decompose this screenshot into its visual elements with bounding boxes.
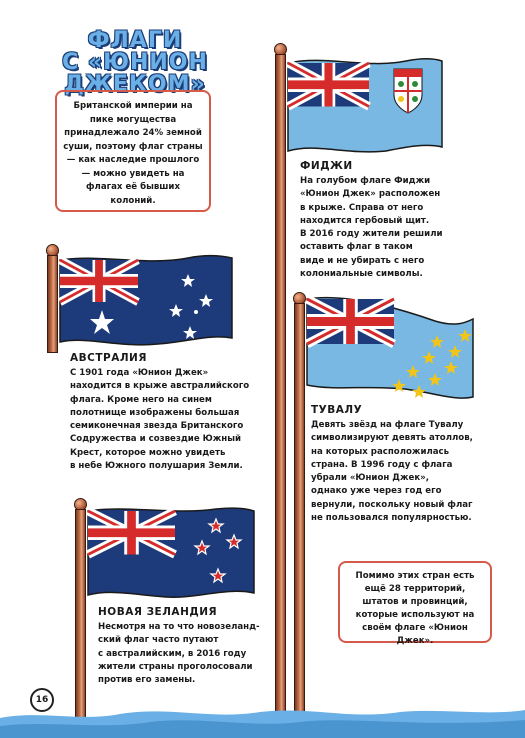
fiji-heading: ФИДЖИ [300, 160, 353, 172]
bottom-water-decoration [0, 700, 525, 738]
intro-text: Британской империи на пике могущества принадлежало 24% земной суши, поэтому флаг страны — как наследие прошлого — можно увидеть на флагах её бывших колоний. [63, 101, 203, 206]
newzealand-heading: НОВАЯ ЗЕЛАНДИЯ [98, 606, 218, 618]
fiji-text: На голубом флаге Фиджи «Юнион Джек» расположен в крыже. Справа от него находится гербовый щит. В 2016 году жители решили оставить флаг в таком виде и не убирать с него колониальные символы. [300, 176, 443, 280]
australia-flag [58, 254, 236, 349]
newzealand-flag [86, 505, 258, 603]
fiji-pole [275, 54, 286, 738]
australia-text: С 1901 года «Юнион Джек» находится в крыже австралийского флага. Кроме него на синем полотнище изображены большая семиконечная звезда Британского Содружества и созвездие Южный Крест, которое можно увидеть в небе Южного полушария Земли. [70, 368, 250, 472]
tuvalu-pole [294, 303, 305, 738]
intro-box [55, 90, 211, 212]
page-title: ФЛАГИ С «ЮНИОН ДЖЕКОМ» [62, 28, 208, 97]
newzealand-text: Несмотря на то что новозеланд- ский флаг часто путают с австралийским, в 2016 году жители страны проголосовали против его замены. [98, 622, 260, 686]
fiji-shield-icon [394, 69, 422, 113]
tuvalu-heading: ТУВАЛУ [311, 404, 363, 416]
page-number: 16 [30, 688, 54, 712]
note-text: Помимо этих стран есть ещё 28 территорий, штатов и провинций, которые используют на своём флаге «Юнион Джек». [355, 571, 475, 646]
australia-heading: АВСТРАЛИЯ [70, 352, 147, 364]
tuvalu-text: Девять звёзд на флаге Тувалу символизируют девять атоллов, на которых расположилась страна. В 1996 году с флага убрали «Юнион Джек», однако уже через год его вернули, поскольку новый флаг не пользовался популярностью. [311, 420, 473, 524]
fiji-flag [286, 55, 446, 155]
australia-pole [47, 255, 58, 353]
note-box [338, 561, 492, 646]
tuvalu-flag [305, 293, 477, 403]
